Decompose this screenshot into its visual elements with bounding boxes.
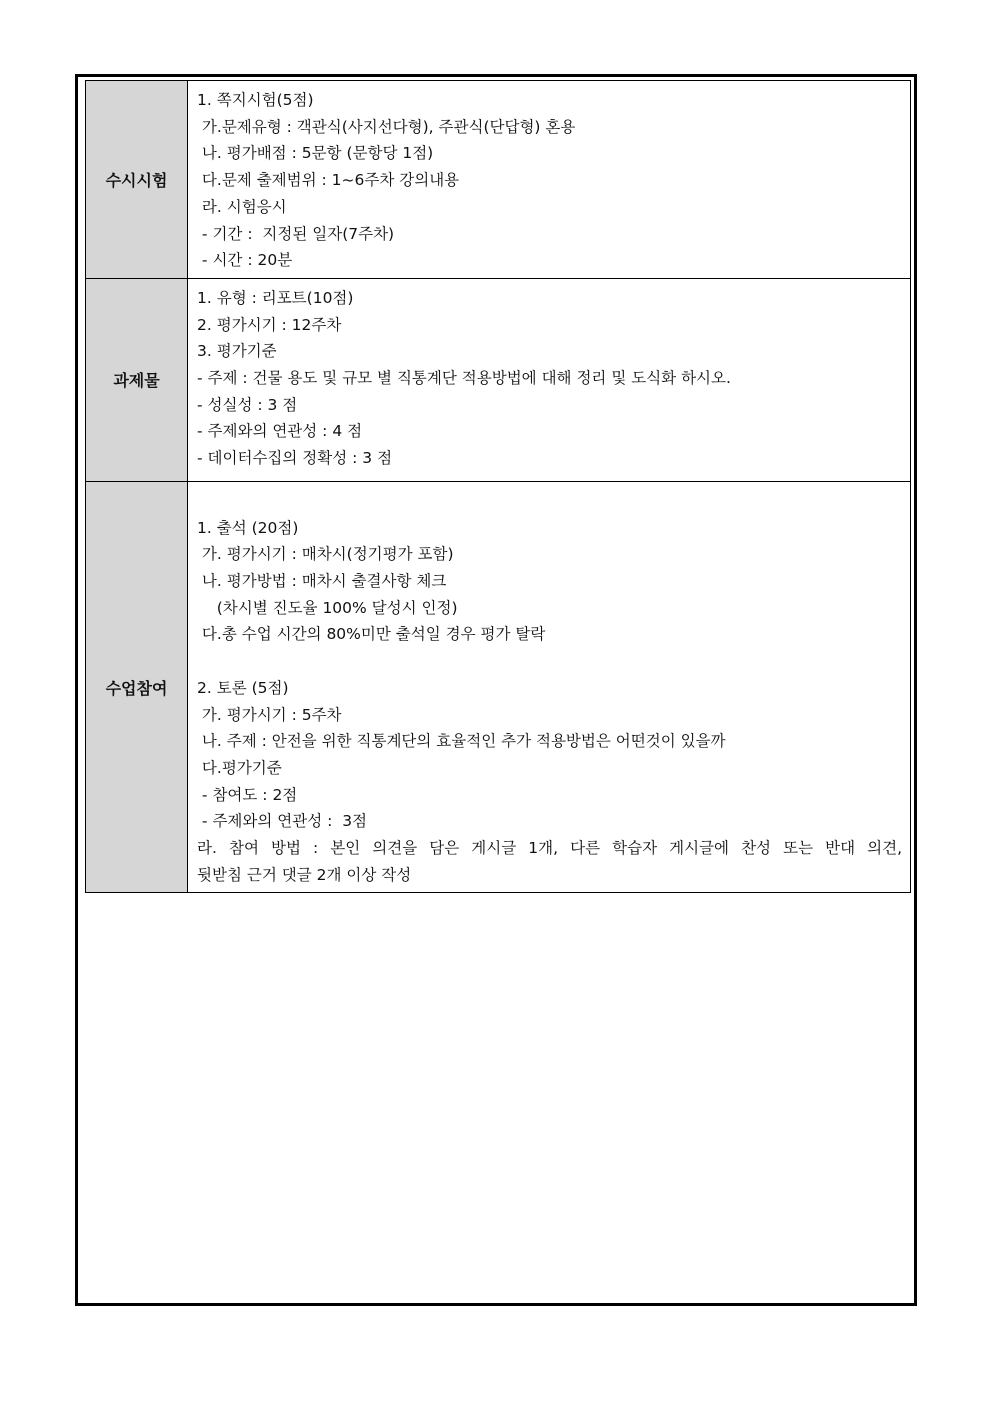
row-label-quiz: 수시시험 (86, 81, 188, 279)
blank-line (197, 488, 902, 515)
content-line: 다.총 수업 시간의 80%미만 출석일 경우 평가 탈락 (197, 625, 546, 644)
content-line: - 주제와의 연관성 : 3점 (197, 812, 368, 831)
row-label-assignment: 과제물 (86, 278, 188, 481)
content-line: - 기간 : 지정된 일자(7주차) (197, 224, 395, 243)
evaluation-table (85, 80, 911, 893)
row-content-participation (188, 481, 911, 893)
content-line: 뒷받침 근거 댓글 2개 이상 작성 (197, 865, 412, 884)
content-line: - 주제와의 연관성 : 4 점 (197, 422, 363, 441)
content-line: 나. 평가방법 : 매차시 출결사항 체크 (197, 572, 447, 591)
content-line: 나. 평가배점 : 5문항 (문항당 1점) (197, 144, 434, 163)
content-line: 3. 평가기준 (197, 342, 277, 361)
content-line: 나. 주제 : 안전을 위한 직통계단의 효율적인 추가 적용방법은 어떤것이 있을까 (197, 732, 726, 751)
content-line: 가.문제유형 : 객관식(사지선다형), 주관식(단답형) 혼용 (197, 117, 576, 136)
content-line: - 성실성 : 3 점 (197, 395, 298, 414)
content-line: (차시별 진도율 100% 달성시 인정) (197, 598, 458, 617)
content-line: - 데이터수집의 정확성 : 3 점 (197, 449, 393, 468)
table-row-assignment (86, 278, 911, 481)
table-row-quiz (86, 81, 911, 279)
row-content-quiz (188, 81, 911, 279)
content-line: 1. 쪽지시험(5점) (197, 91, 314, 109)
blank-line (197, 648, 902, 675)
content-line: 1. 출석 (20점) (197, 518, 299, 537)
content-line: 1. 유형 : 리포트(10점) (197, 288, 354, 307)
content-line: 라. 시험응시 (197, 197, 287, 216)
content-line: 가. 평가시기 : 매차시(정기평가 포함) (197, 545, 454, 564)
content-line: 2. 평가시기 : 12주차 (197, 315, 342, 334)
content-line: - 주제 : 건물 용도 및 규모 별 직통계단 적용방법에 대해 정리 및 도식화 하시오. (197, 369, 731, 388)
content-line: 다.평가기준 (197, 758, 282, 777)
content-line: 다.문제 출제범위 : 1~6주차 강의내용 (197, 171, 460, 190)
row-content-assignment (188, 278, 911, 481)
content-line: - 참여도 : 2점 (197, 785, 298, 804)
content-line: - 시간 : 20분 (197, 251, 293, 270)
table-row-participation (86, 481, 911, 893)
content-line: 가. 평가시기 : 5주차 (197, 705, 342, 724)
content-line: 2. 토론 (5점) (197, 678, 289, 697)
row-label-participation: 수업참여 (86, 481, 188, 893)
content-line: 라. 참여 방법 : 본인 의견을 담은 게시글 1개, 다른 학습자 게시글에 찬성 또는 반대 의견, (197, 839, 902, 858)
